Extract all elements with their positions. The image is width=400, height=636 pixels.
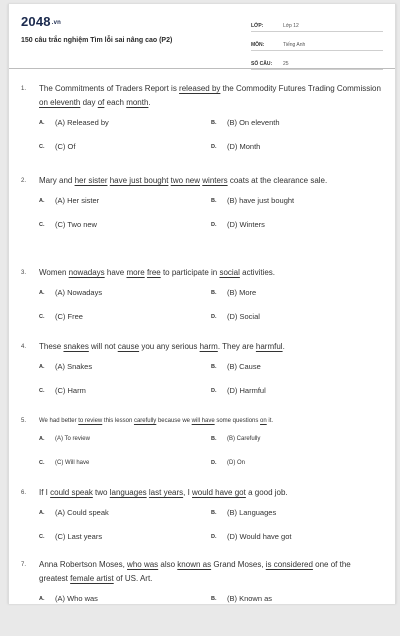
underlined-phrase: on eleventh xyxy=(39,98,81,107)
underlined-phrase: harm xyxy=(199,342,218,351)
option-b[interactable]: B. (B) More xyxy=(211,288,257,297)
answer-options xyxy=(39,436,381,478)
underlined-phrase: two new xyxy=(170,176,201,185)
option-a[interactable]: A. (A) Who was xyxy=(39,594,98,603)
question-stem xyxy=(21,414,381,428)
answer-options xyxy=(39,288,381,330)
question-stem xyxy=(21,174,381,188)
underlined-phrase: month xyxy=(126,98,149,107)
underlined-phrase: snakes xyxy=(63,342,89,351)
question-stem xyxy=(21,340,381,354)
meta-value: Tiếng Anh xyxy=(283,42,306,48)
underlined-phrase: cause xyxy=(117,342,140,351)
answer-options xyxy=(39,594,381,636)
underlined-phrase: released by xyxy=(179,84,221,93)
meta-row-subject xyxy=(251,35,383,51)
document-title: 150 câu trắc nghiệm Tìm lỗi sai nâng cao (P2) xyxy=(21,37,173,44)
underlined-phrase: known as xyxy=(177,560,212,569)
option-b[interactable]: B. (B) Carefully xyxy=(211,436,261,442)
option-b[interactable]: B. (B) have just bought xyxy=(211,196,295,205)
meta-label: LỚP: xyxy=(251,23,264,29)
answer-options xyxy=(39,118,381,160)
option-c[interactable]: C. (C) Free xyxy=(39,312,83,321)
option-a[interactable]: A. (A) Could speak xyxy=(39,508,109,517)
question-stem xyxy=(21,558,381,586)
underlined-phrase: her sister xyxy=(74,176,108,185)
answer-options xyxy=(39,196,381,238)
answer-options xyxy=(39,508,381,550)
underlined-phrase: is considered xyxy=(265,560,313,569)
option-a[interactable]: A. (A) To review xyxy=(39,436,90,442)
underlined-phrase: of xyxy=(97,98,105,107)
option-b[interactable]: B. (B) Known as xyxy=(211,594,273,603)
question-number: 1. xyxy=(21,86,27,92)
underlined-phrase: would have got xyxy=(192,488,246,497)
underlined-phrase: last years xyxy=(148,488,184,497)
question-7 xyxy=(21,558,381,636)
option-b[interactable]: B. (B) On eleventh xyxy=(211,118,280,127)
question-number: 3. xyxy=(21,270,27,276)
underlined-phrase: on xyxy=(260,418,267,424)
option-d[interactable]: D. (D) On xyxy=(211,460,245,466)
question-text: These snakes will not cause you any serious harm. They are harmful. xyxy=(39,342,285,351)
meta-value: 25 xyxy=(283,61,289,67)
option-d[interactable]: D. (D) Harmful xyxy=(211,386,266,395)
option-c[interactable]: C. (C) Of xyxy=(39,142,76,151)
question-number: 2. xyxy=(21,178,27,184)
question-3 xyxy=(21,266,381,330)
question-stem xyxy=(21,266,381,280)
underlined-phrase: have just bought xyxy=(109,176,169,185)
option-c[interactable]: C. (C) Last years xyxy=(39,532,103,541)
question-5 xyxy=(21,414,381,478)
question-text: Women nowadays have more free to participate in social activities. xyxy=(39,268,276,277)
underlined-phrase: to review xyxy=(78,418,103,424)
question-stem xyxy=(21,486,381,500)
underlined-phrase: will have xyxy=(191,418,215,424)
question-6 xyxy=(21,486,381,550)
underlined-phrase: free xyxy=(146,268,161,277)
meta-table xyxy=(251,16,383,73)
option-a[interactable]: A. (A) Released by xyxy=(39,118,109,127)
option-c[interactable]: C. (C) Two new xyxy=(39,220,97,229)
meta-label: MÔN: xyxy=(251,42,265,48)
site-logo[interactable]: 2048.vn xyxy=(21,14,62,29)
meta-value: Lớp 12 xyxy=(283,23,299,29)
underlined-phrase: more xyxy=(126,268,145,277)
question-number: 7. xyxy=(21,562,27,568)
question-number: 5. xyxy=(21,418,27,424)
underlined-phrase: carefully xyxy=(133,418,157,424)
option-d[interactable]: D. (D) Social xyxy=(211,312,260,321)
underlined-phrase: social xyxy=(219,268,240,277)
document-header xyxy=(9,4,395,69)
option-c[interactable]: C. (C) Will have xyxy=(39,460,90,466)
meta-label: SỐ CÂU: xyxy=(251,61,273,67)
underlined-phrase: languages xyxy=(109,488,147,497)
option-b[interactable]: B. (B) Languages xyxy=(211,508,277,517)
underlined-phrase: harmful xyxy=(255,342,283,351)
question-text: We had better to review this lesson carefully because we will have some questions on it. xyxy=(39,418,274,424)
option-a[interactable]: A. (A) Her sister xyxy=(39,196,100,205)
question-text: The Commitments of Traders Report is released by the Commodity Futures Trading Commission on eleventh day of each month. xyxy=(39,84,381,107)
option-d[interactable]: D. (D) Month xyxy=(211,142,261,151)
underlined-phrase: winters xyxy=(202,176,228,185)
question-text: Mary and her sister have just bought two new winters coats at the clearance sale. xyxy=(39,176,328,185)
question-text: Anna Robertson Moses, who was also known as Grand Moses, is considered one of the greatest female artist of US. Art. xyxy=(39,560,351,583)
underlined-phrase: who was xyxy=(127,560,159,569)
question-4 xyxy=(21,340,381,404)
meta-row-class xyxy=(251,16,383,32)
question-number: 6. xyxy=(21,490,27,496)
question-1 xyxy=(21,82,381,160)
option-b[interactable]: B. (B) Cause xyxy=(211,362,261,371)
option-a[interactable]: A. (A) Snakes xyxy=(39,362,93,371)
option-d[interactable]: D. (D) Winters xyxy=(211,220,265,229)
question-text: If I could speak two languages last years, I would have got a good job. xyxy=(39,488,288,497)
underlined-phrase: nowadays xyxy=(68,268,105,277)
underlined-phrase: female artist xyxy=(70,574,114,583)
question-stem xyxy=(21,82,381,110)
answer-options xyxy=(39,362,381,404)
meta-row-count xyxy=(251,54,383,70)
option-c[interactable]: C. (C) Harm xyxy=(39,386,86,395)
document-page xyxy=(8,4,396,604)
option-d[interactable]: D. (D) Would have got xyxy=(211,532,292,541)
question-2 xyxy=(21,174,381,238)
question-number: 4. xyxy=(21,344,27,350)
option-a[interactable]: A. (A) Nowadays xyxy=(39,288,103,297)
underlined-phrase: could speak xyxy=(50,488,93,497)
